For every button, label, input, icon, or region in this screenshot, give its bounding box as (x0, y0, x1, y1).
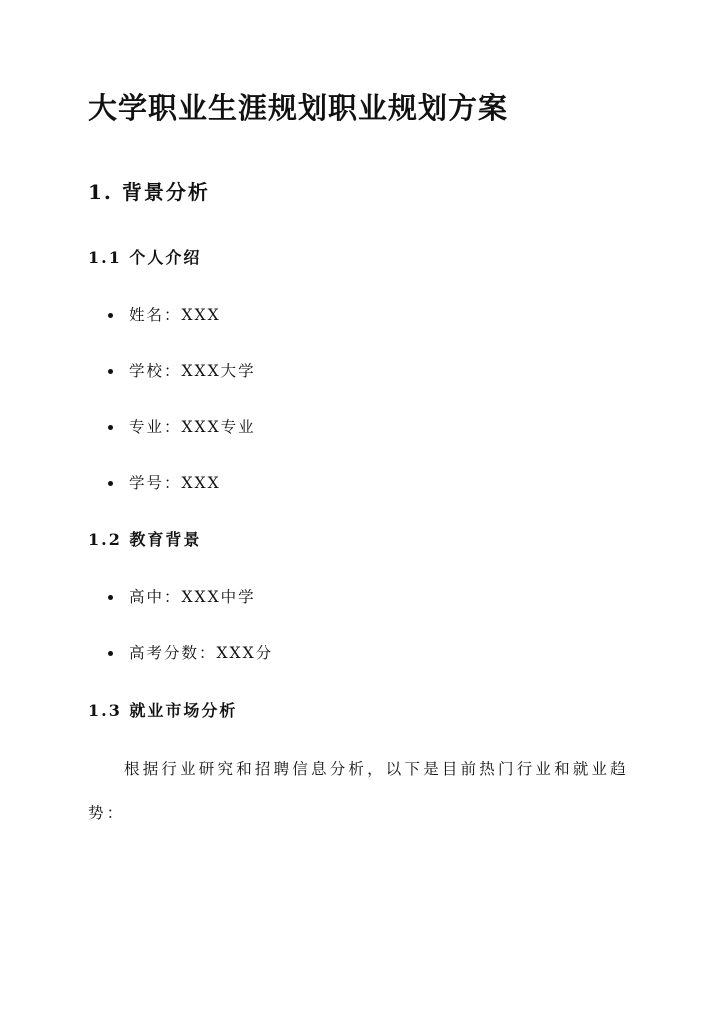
list-item-text: 高中：XXX中学 (129, 588, 256, 606)
list-item (108, 471, 221, 493)
subsection-heading-education: 1.2 教育背景 (88, 530, 202, 549)
list-item-text: 专业：XXX专业 (129, 418, 256, 436)
bullet-icon (108, 595, 113, 600)
list-item (108, 415, 256, 437)
list-item-text: 姓名：XXX (129, 306, 221, 324)
bullet-icon (108, 425, 113, 430)
list-item (108, 359, 256, 381)
list-item-text: 学校：XXX大学 (129, 362, 256, 380)
bullet-icon (108, 481, 113, 486)
bullet-icon (108, 651, 113, 656)
list-item (108, 641, 273, 663)
list-item (108, 585, 256, 607)
subsection-heading-personal-intro: 1.1 个人介绍 (88, 248, 202, 267)
section-heading-background: 1. 背景分析 (88, 180, 210, 204)
bullet-icon (108, 313, 113, 318)
subsection-heading-job-market: 1.3 就业市场分析 (88, 701, 238, 720)
list-item-text: 学号：XXX (129, 474, 221, 492)
paragraph-line: 势： (88, 804, 126, 822)
bullet-icon (108, 369, 113, 374)
document-title: 大学职业生涯规划职业规划方案 (88, 91, 509, 125)
list-item (108, 303, 221, 325)
paragraph-line: 根据行业研究和招聘信息分析，以下是目前热门行业和就业趋 (124, 760, 629, 778)
list-item-text: 高考分数：XXX分 (129, 644, 274, 662)
